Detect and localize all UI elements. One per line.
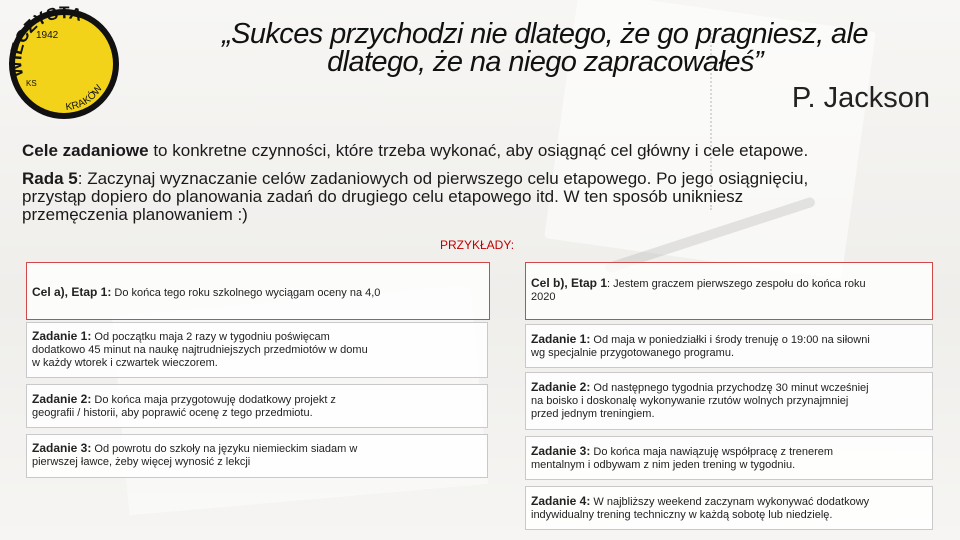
logo-year: 1942 (36, 30, 59, 41)
quote-author: P. Jackson (791, 82, 930, 114)
task-text: na boisko i doskonalę wykonywanie rzutów wolnych przynajmniej (531, 395, 849, 407)
task-box: Zadanie 2: Od następnego tygodnia przychodzę 30 minut wcześniej na boisko i doskonalę wykonywanie rzutów wolnych przynajmniej przed jednym treningiem. (525, 372, 933, 430)
task-label: Zadanie 2: (531, 380, 591, 394)
goal-box: Cel b), Etap 1: Jestem graczem pierwszego zespołu do końca roku 2020 (525, 262, 933, 320)
logo-club-name: WIECZYSTA (6, 6, 84, 79)
definition-paragraph (22, 142, 942, 160)
goal-text: 2020 (531, 291, 556, 303)
task-label: Zadanie 2: (32, 392, 92, 406)
task-box: Zadanie 4: W najbliższy weekend zaczynam wykonywać dodatkowy indywidualny trening techniczny w każdą sobotę lub niedzielę. (525, 486, 933, 530)
examples-heading: PRZYKŁADY: (440, 238, 515, 252)
task-box: Zadanie 3: Do końca maja nawiązuję współpracę z trenerem mentalnym i odbywam z nim jeden trening w tygodniu. (525, 436, 933, 480)
club-logo (6, 6, 122, 122)
task-text: mentalnym i odbywam z nim jeden trening w tygodniu. (531, 459, 796, 471)
goal-label: Cel b), Etap 1 (531, 276, 608, 290)
task-label: Zadanie 1: (32, 329, 92, 343)
motto-quote (150, 20, 940, 76)
task-text: indywidualny trening techniczny w każdą sobotę lub niedzielę. (531, 509, 833, 521)
tip-line: Rada 5: Zaczynaj wyznaczanie celów zadaniowych od pierwszego celu etapowego. Po jego osiągnięciu, (22, 169, 809, 188)
logo-city: KRAKÓW (65, 83, 106, 114)
task-text: przed jednym treningiem. (531, 408, 655, 420)
task-text: dodatkowo 45 minut na naukę najtrudniejszych przedmiotów w domu (32, 344, 368, 356)
quote-line: dlatego, że na niego zapracowałeś” (327, 46, 763, 78)
task-box: Zadanie 1: Od początku maja 2 razy w tygodniu poświęcam dodatkowo 45 minut na naukę najtrudniejszych przedmiotów w domu w każdy wtorek i czwartek wieczorem. (26, 322, 488, 378)
definition-text: to konkretne czynności, które trzeba wykonać, aby osiągnąć cel główny i cele etapowe. (148, 141, 809, 160)
task-text: geografii / historii, aby poprawić ocenę z tego przedmiotu. (32, 407, 313, 419)
task-box: Zadanie 3: Od powrotu do szkoły na języku niemieckim siadam w pierwszej ławce, żeby więcej wynosić z lekcji (26, 434, 488, 478)
task-label: Zadanie 1: (531, 332, 591, 346)
task-box: Zadanie 1: Od maja w poniedziałki i środy trenuję o 19:00 na siłowni wg specjalnie przygotowanego programu. (525, 324, 933, 368)
task-label: Zadanie 3: (531, 444, 591, 458)
tip-paragraph (22, 170, 942, 224)
logo-ks: KS (26, 79, 37, 88)
task-text: w każdy wtorek i czwartek wieczorem. (32, 357, 218, 369)
quote-line: „Sukces przychodzi nie dlatego, że go pragniesz, ale (222, 18, 868, 50)
definition-term: Cele zadaniowe (22, 141, 149, 160)
task-label: Zadanie 3: (32, 441, 92, 455)
goal-text: Do końca tego roku szkolnego wyciągam oceny na 4,0 (111, 287, 381, 299)
tip-line: przystąp dopiero do planowania zadań do drugiego celu etapowego itd. W ten sposób unikniesz (22, 187, 744, 206)
task-text: pierwszej ławce, żeby więcej wynosić z lekcji (32, 456, 251, 468)
tip-line: przemęczenia planowaniem :) (22, 205, 248, 224)
tip-label: Rada 5 (22, 169, 78, 188)
task-label: Zadanie 4: (531, 494, 591, 508)
task-text: wg specjalnie przygotowanego programu. (531, 347, 735, 359)
goal-label: Cel a), Etap 1: (32, 285, 112, 299)
task-box: Zadanie 2: Do końca maja przygotowuję dodatkowy projekt z geografii / historii, aby poprawić ocenę z tego przedmiotu. (26, 384, 488, 428)
goal-box (26, 262, 490, 320)
